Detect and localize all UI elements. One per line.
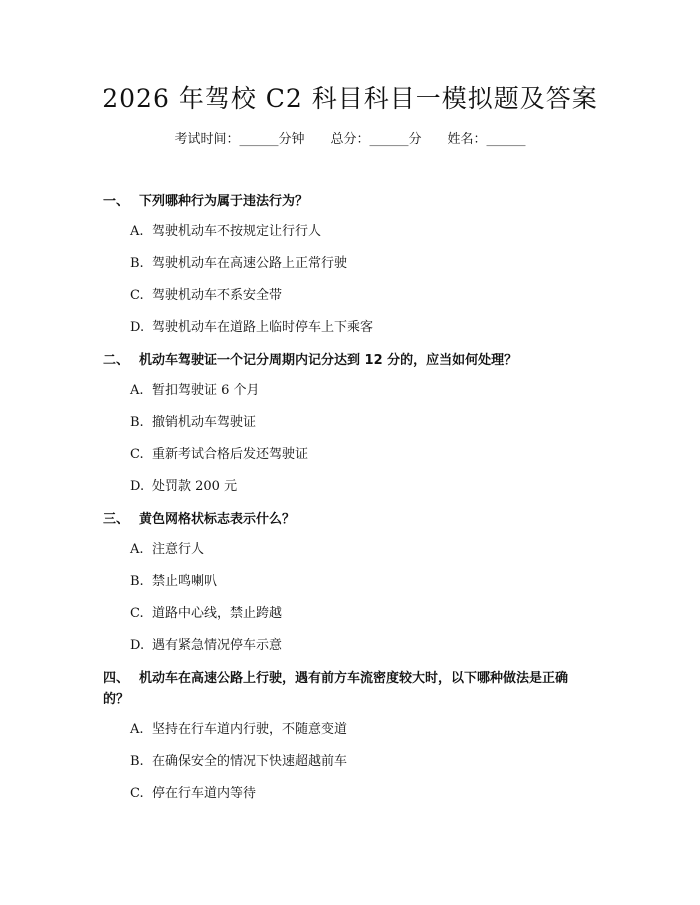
q3-option-c [130,604,282,624]
option-text: 在确保安全的情况下快速超越前车 [152,754,348,769]
option-text: 驾驶机动车在高速公路上正常行驶 [152,256,348,271]
question-1 [103,190,603,214]
option-text: 停在行车道内等待 [152,786,257,801]
option-letter: D. [130,638,145,653]
option-letter: A. [130,542,144,557]
q3-option-a [130,540,204,560]
option-letter: C. [130,606,144,621]
option-text: 重新考试合格后发还驾驶证 [152,447,309,462]
question-number: 一、 [103,194,130,209]
name-field: 姓名：______ [447,132,526,147]
q1-option-a [130,222,321,242]
option-letter: B. [130,754,144,769]
q4-option-b [130,752,347,772]
option-text: 暂扣驾驶证 6 个月 [152,383,260,398]
option-letter: C. [130,447,144,462]
option-text: 撤销机动车驾驶证 [152,415,257,430]
q2-option-a [130,381,260,401]
option-letter: B. [130,574,144,589]
option-text: 驾驶机动车不按规定让行行人 [152,224,322,239]
total-score-field: 总分：______分 [330,132,422,147]
q4-option-a [130,720,347,740]
question-number: 二、 [103,353,130,368]
q2-option-c [130,445,308,465]
option-letter: D. [130,479,145,494]
option-letter: D. [130,320,145,335]
question-2 [103,349,603,373]
q3-option-b [130,572,217,592]
option-text: 遇有紧急情况停车示意 [152,638,283,653]
q4-option-c [130,784,256,804]
option-text: 驾驶机动车在道路上临时停车上下乘客 [152,320,374,335]
question-3 [103,508,603,532]
page-title: 2026 年驾校 C2 科目科目一模拟题及答案 [102,84,598,113]
option-letter: B. [130,256,144,271]
q3-option-d [130,636,282,656]
question-text-line-2: 的？ [103,692,130,707]
option-letter: C. [130,288,144,303]
option-letter: C. [130,786,144,801]
question-number: 三、 [103,512,130,527]
option-letter: B. [130,415,144,430]
exam-info-line [0,130,700,150]
exam-time-field: 考试时间：______分钟 [174,132,305,147]
option-letter: A. [130,383,144,398]
option-letter: A. [130,722,144,737]
q1-option-c [130,286,282,306]
option-text: 注意行人 [152,542,205,557]
option-letter: A. [130,224,144,239]
option-text: 道路中心线，禁止跨越 [152,606,283,621]
q2-option-d [130,477,237,497]
question-4-continued [103,688,603,712]
question-text: 黄色网格状标志表示什么？ [139,512,296,527]
option-text: 处罚款 200 元 [152,479,238,494]
option-text: 驾驶机动车不系安全带 [152,288,283,303]
q2-option-b [130,413,256,433]
question-text: 下列哪种行为属于违法行为？ [139,194,309,209]
question-text: 机动车驾驶证一个记分周期内记分达到 12 分的，应当如何处理？ [139,353,518,368]
option-text: 禁止鸣喇叭 [152,574,218,589]
option-text: 坚持在行车道内行驶，不随意变道 [152,722,348,737]
q1-option-b [130,254,347,274]
question-text-line-1: 机动车在高速公路上行驶，遇有前方车流密度较大时，以下哪种做法是正确 [139,671,569,686]
q1-option-d [130,318,373,338]
question-number: 四、 [103,671,130,686]
